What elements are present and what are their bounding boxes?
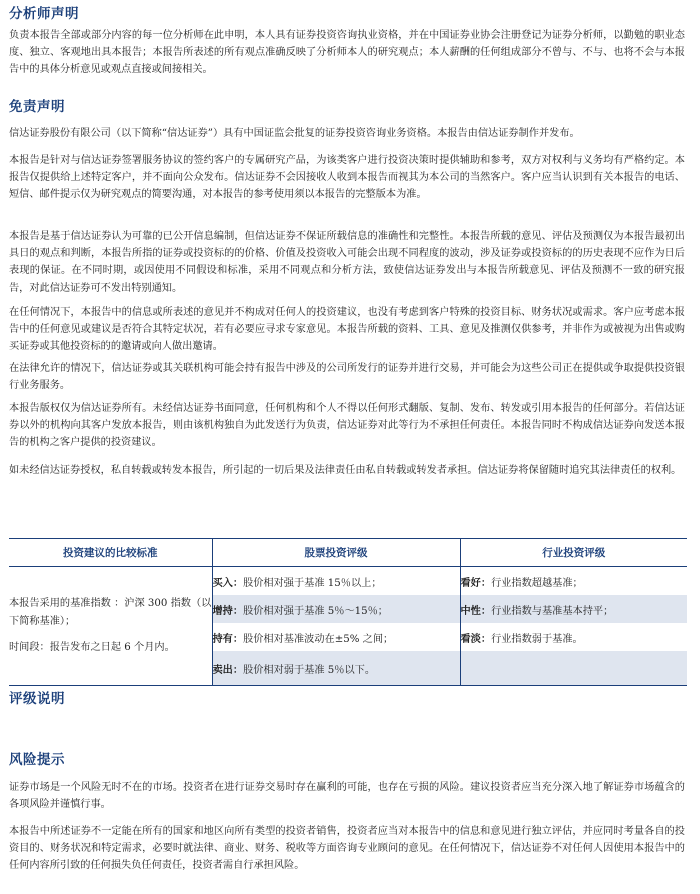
- stock-rating-sell: 卖出：股价相对弱于基准 5％以下。: [212, 651, 460, 686]
- rating-note-title: 评级说明: [9, 691, 65, 707]
- header-stock-rating: 股票投资评级: [212, 539, 460, 567]
- stock-rating-overweight: 增持：股价相对强于基准 5％～15％；: [212, 595, 460, 623]
- disclaimer-paragraph: 本报告版权仅为信达证券所有。未经信达证券书面同意，任何机构和个人不得以任何形式翻版、复制、发布、转发或引用本报告的任何部分。若信达证券以外的机构向其客户发放本报告，则由该机构独自为此发送行为负责，信达证券对此等行为不承担任何责任。本报告同时不构成信达证券向发送本报告的机构之客户提供的投资建议。: [9, 403, 685, 449]
- industry-rating-negative: 看淡：行业指数弱于基准。: [460, 623, 687, 651]
- stock-rating-buy: 买入：股价相对强于基准 15％以上；: [212, 567, 460, 596]
- header-industry-rating: 行业投资评级: [460, 539, 687, 567]
- industry-rating-positive: 看好：行业指数超越基准；: [460, 567, 687, 596]
- disclaimer-paragraph: 如未经信达证券授权，私自转载或转发本报告，所引起的一切后果及法律责任由私自转载或转发者承担。信达证券将保留随时追究其法律责任的权利。: [9, 465, 682, 476]
- risk-paragraph: 证券市场是一个风险无时不在的市场。投资者在进行证券交易时存在赢利的可能，也存在亏损的风险。建议投资者应当充分深入地了解证券市场蕴含的各项风险并谨慎行事。: [9, 782, 685, 811]
- disclaimer-title: 免责声明: [9, 99, 65, 115]
- industry-rating-empty: [460, 651, 687, 686]
- disclaimer-paragraph: 信达证券股份有限公司（以下简称“信达证券”）具有中国证监会批复的证券投资咨询业务资格。本报告由信达证券制作并发布。: [9, 128, 580, 139]
- benchmark-description: [9, 567, 212, 686]
- benchmark-index: 本报告采用的基准指数 ：沪深 300 指数（以下简称基准）；: [9, 598, 212, 627]
- analyst-statement-body: 负责本报告全部或部分内容的每一位分析师在此申明，本人具有证券投资咨询执业资格，并在中国证券业协会注册登记为证券分析师，以勤勉的职业态度、独立、客观地出具本报告；本报告所表述的所有观点准确反映了分析师本人的研究观点；本人薪酬的任何组成部分不曾与、不与、也将不会与本报告中的具体分析意见或观点直接或间接相关。: [9, 30, 685, 76]
- industry-rating-neutral: 中性：行业指数与基准基本持平；: [460, 595, 687, 623]
- header-comparison-standard: 投资建议的比较标准: [9, 539, 212, 567]
- time-period: 时间段：报告发布之日起 6 个月内。: [9, 642, 175, 653]
- rating-table: [9, 538, 687, 686]
- disclaimer-paragraph: 在法律允许的情况下，信达证券或其关联机构可能会持有报告中涉及的公司所发行的证券并进行交易，并可能会为这些公司正在提供或争取提供投资银行业务服务。: [9, 363, 685, 392]
- disclaimer-paragraph: 在任何情况下，本报告中的信息或所表述的意见并不构成对任何人的投资建议，也没有考虑到客户特殊的投资目标、财务状况或需求。客户应考虑本报告中的任何意见或建议是否符合其特定状况，若有必要应寻求专家意见。本报告所载的资料、工具、意见及推测仅供参考，并非作为或被视为出售或购买证券或其他投资标的的邀请或向人做出邀请。: [9, 307, 685, 353]
- risk-title: 风险提示: [9, 752, 65, 768]
- analyst-statement-title: 分析师声明: [9, 6, 79, 22]
- risk-paragraph: 本报告中所述证券不一定能在所有的国家和地区向所有类型的投资者销售，投资者应当对本报告中的信息和意见进行独立评估，并应同时考量各自的投资目的、财务状况和特定需求，必要时就法律、商业、财务、税收等方面咨询专业顾问的意见。在任何情况下，信达证券不对任何人因使用本报告中的任何内容所引致的任何损失负任何责任，投资者需自行承担风险。: [9, 826, 685, 872]
- disclaimer-paragraph: 本报告是基于信达证券认为可靠的已公开信息编制，但信达证券不保证所载信息的准确性和完整性。本报告所载的意见、评估及预测仅为本报告最初出具日的观点和判断，本报告所指的证券或投资标的的价格、价值及投资收入可能会出现不同程度的波动，涉及证券或投资标的的历史表现不应作为日后表现的保证。在不同时期，或因使用不同假设和标准，采用不同观点和分析方法，致使信达证券发出与本报告所载意见、评估及预测不一致的研究报告，对此信达证券可不发出特别通知。: [9, 231, 685, 294]
- disclaimer-paragraph: 本报告是针对与信达证券签署服务协议的签约客户的专属研究产品，为该类客户进行投资决策时提供辅助和参考，双方对权利与义务均有严格约定。本报告仅提供给上述特定客户，并不面向公众发布。信达证券不会因接收人收到本报告而视其为本公司的当然客户。客户应当认识到有关本报告的电话、短信、邮件提示仅为研究观点的简要沟通，对本报告的参考使用须以本报告的完整版本为准。: [9, 155, 685, 201]
- stock-rating-hold: 持有：股价相对基准波动在±5% 之间；: [212, 623, 460, 651]
